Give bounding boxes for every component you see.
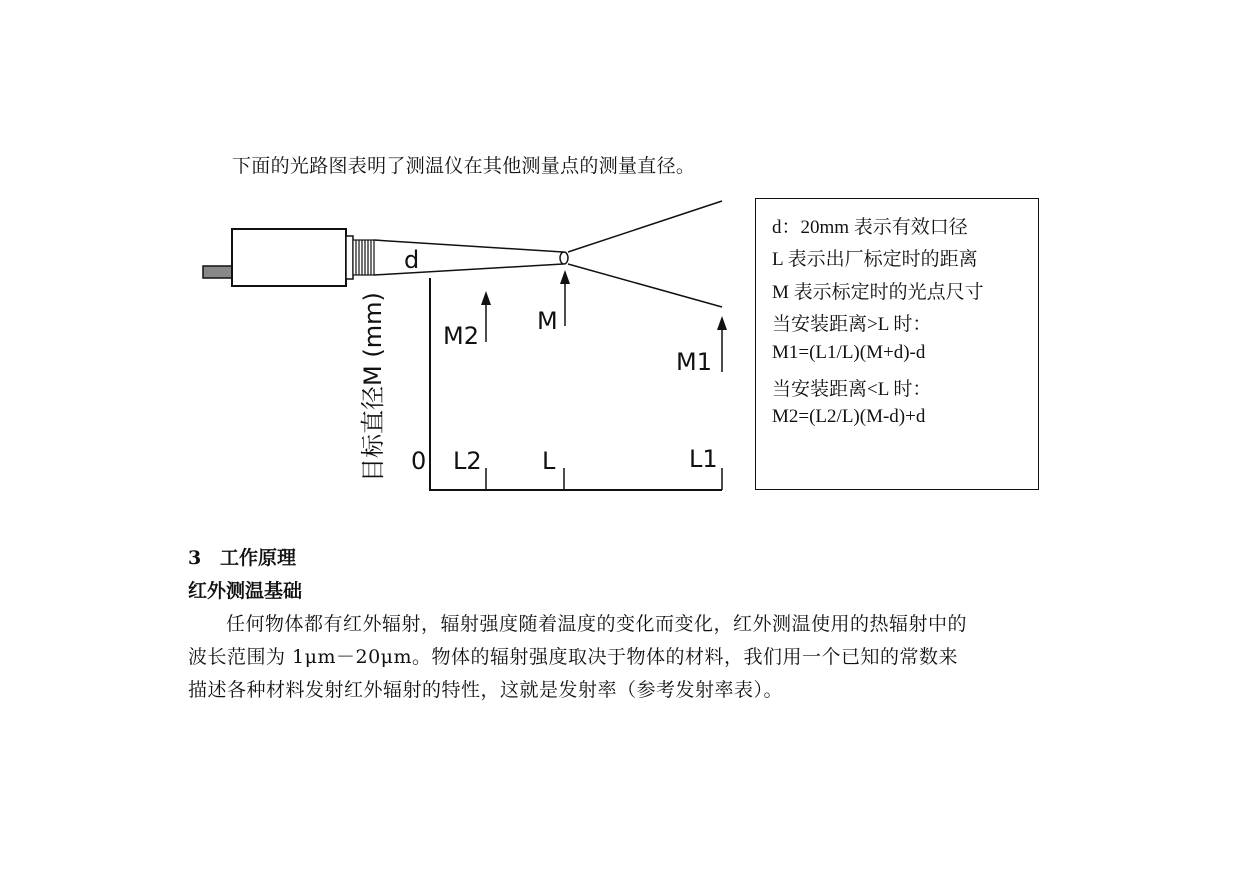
legend-line: M2=(L2/L)(M-d)+d — [772, 406, 926, 427]
label-m2: M2 — [443, 322, 479, 350]
legend-line: 当安装距离<L 时： — [772, 379, 932, 400]
thermometer-icon — [203, 229, 374, 286]
legend-line: d：20mm 表示有效口径 — [772, 217, 968, 238]
beam-lines — [374, 201, 722, 307]
label-l2: L2 — [453, 447, 482, 475]
subsection-heading: 红外测温基础 — [188, 580, 303, 602]
legend-box — [755, 198, 1039, 490]
legend-line: 当安装距离>L 时： — [772, 314, 932, 335]
intro-text: 下面的光路图表明了测温仪在其他测量点的测量直径。 — [232, 155, 696, 177]
label-m: M — [537, 307, 558, 335]
legend-line: M1=(L1/L)(M+d)-d — [772, 342, 926, 363]
label-m1: M1 — [676, 348, 712, 376]
paragraph-line: 波长范围为 1μm－20μm。物体的辐射强度取决于物体的材料，我们用一个已知的常数来 — [188, 646, 959, 668]
section-heading — [188, 543, 296, 570]
paragraph-line: 描述各种材料发射红外辐射的特性，这就是发射率（参考发射率表）。 — [188, 679, 784, 701]
legend-line: M 表示标定时的光点尺寸 — [772, 282, 984, 303]
section-title: 工作原理 — [220, 547, 297, 569]
label-d: d — [404, 246, 420, 274]
label-zero: 0 — [411, 447, 427, 475]
label-l1: L1 — [689, 445, 718, 473]
paragraph-line: 任何物体都有红外辐射，辐射强度随着温度的变化而变化，红外测温使用的热辐射中的 — [226, 613, 968, 635]
label-l: L — [542, 447, 556, 475]
legend-line: L 表示出厂标定时的距离 — [772, 249, 978, 270]
section-number: 3 — [188, 547, 202, 569]
y-axis-label: 目标直径M (mm) — [359, 292, 387, 482]
